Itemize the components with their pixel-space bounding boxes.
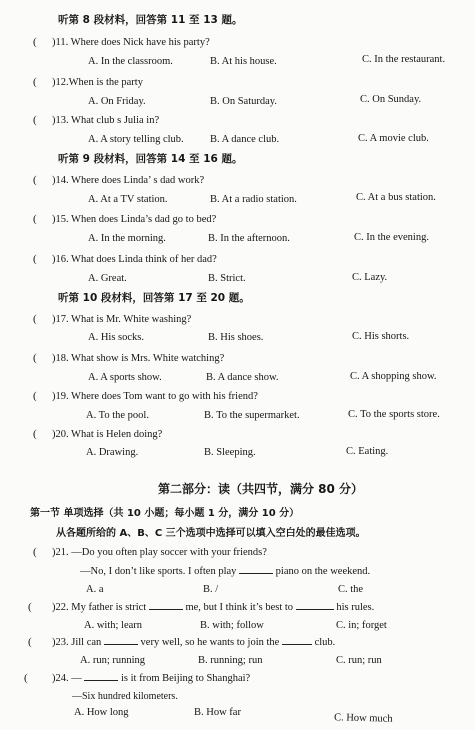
question-23-text-a: )23. Jill can xyxy=(52,637,102,648)
option-c: C. in; forget xyxy=(336,620,387,631)
option-c: C. A shopping show. xyxy=(350,371,437,382)
option-c: C. Eating. xyxy=(346,446,389,457)
option-a: A. with; learn xyxy=(84,620,143,631)
answer-blank[interactable] xyxy=(296,609,334,610)
option-c: C. A movie club. xyxy=(358,133,429,144)
answer-paren: ( xyxy=(24,672,28,684)
question-24-line-2: —Six hundred kilometers. xyxy=(72,691,178,702)
question-12: )12.When is the party xyxy=(52,77,143,88)
option-c: C. His shorts. xyxy=(352,331,410,342)
answer-paren: ( xyxy=(33,213,37,225)
question-18: )18. What show is Mrs. White watching? xyxy=(52,353,225,364)
option-b: B. Sleeping. xyxy=(204,447,256,458)
question-23-text-b: very well, so he wants to join the xyxy=(140,637,280,648)
answer-paren: ( xyxy=(33,352,37,364)
option-b: B. / xyxy=(203,584,219,595)
option-c: C. the xyxy=(338,584,364,595)
answer-blank[interactable] xyxy=(149,609,183,610)
question-22-text-b: me, but I think it’s best to xyxy=(185,602,294,613)
option-a: A. In the classroom. xyxy=(88,56,173,67)
section-heading-8: 听第 8 段材料，回答第 11 至 13 题。 xyxy=(58,14,243,26)
answer-paren: ( xyxy=(33,546,37,558)
question-20: )20. What is Helen doing? xyxy=(52,429,163,440)
option-b: B. In the afternoon. xyxy=(208,233,290,244)
option-b: B. On Saturday. xyxy=(210,96,277,107)
section-heading-9: 听第 9 段材料，回答第 14 至 16 题。 xyxy=(58,153,243,165)
answer-paren: ( xyxy=(28,601,32,613)
option-c: C. How much xyxy=(333,712,393,725)
option-b: B. Strict. xyxy=(208,273,246,284)
option-a: A. On Friday. xyxy=(88,96,146,107)
option-a: A. A story telling club. xyxy=(88,134,184,145)
question-22-text-c: his rules. xyxy=(336,602,375,613)
option-c: C. Lazy. xyxy=(352,272,388,283)
instructions: 从各题所给的 A、B、C 三个选项中选择可以填入空白处的最佳选项。 xyxy=(56,528,366,539)
option-a: A. His socks. xyxy=(88,332,145,343)
question-24-text-b: is it from Beijing to Shanghai? xyxy=(121,673,251,684)
answer-paren: ( xyxy=(33,313,37,325)
option-b: B. At his house. xyxy=(210,56,277,67)
option-a: A. run; running xyxy=(80,655,146,666)
option-c: C. In the restaurant. xyxy=(362,54,446,65)
answer-paren: ( xyxy=(33,114,37,126)
answer-blank[interactable] xyxy=(104,644,138,645)
option-c: C. At a bus station. xyxy=(356,192,436,203)
answer-paren: ( xyxy=(33,428,37,440)
question-22 xyxy=(52,601,374,614)
option-b: B. A dance show. xyxy=(206,372,279,383)
option-c: C. On Sunday. xyxy=(360,94,422,105)
option-b: B. A dance club. xyxy=(210,134,280,145)
part-two-title: 第二部分：读（共四节，满分 80 分） xyxy=(158,482,364,496)
option-b: B. His shoes. xyxy=(208,332,264,343)
answer-paren: ( xyxy=(28,636,32,648)
question-13: )13. What club s Julia in? xyxy=(52,115,160,126)
option-b: B. running; run xyxy=(198,655,263,666)
option-c: C. In the evening. xyxy=(354,232,429,243)
option-a: A. Great. xyxy=(88,273,127,284)
option-b: B. At a radio station. xyxy=(210,194,297,205)
question-21-line-2 xyxy=(80,565,370,578)
question-24-text-a: )24. — xyxy=(52,673,82,684)
option-b: B. How far xyxy=(194,707,241,718)
option-a: A. Drawing. xyxy=(86,447,139,458)
question-19: )19. Where does Tom want to go with his friend? xyxy=(52,391,258,402)
option-a: A. How long xyxy=(74,707,129,718)
question-21-text-b: piano on the weekend. xyxy=(275,566,371,577)
answer-paren: ( xyxy=(33,36,37,48)
question-21-text-a: —No, I don’t like sports. I often play xyxy=(80,566,237,577)
question-14: )14. Where does Linda’ s dad work? xyxy=(52,175,205,186)
question-21: )21. —Do you often play soccer with your friends? xyxy=(52,547,267,558)
section-one-heading: 第一节 单项选择（共 10 小题；每小题 1 分，满分 10 分） xyxy=(30,508,300,519)
question-23 xyxy=(52,636,335,649)
option-b: B. To the supermarket. xyxy=(204,410,300,421)
option-a: A. A sports show. xyxy=(88,372,162,383)
question-11: )11. Where does Nick have his party? xyxy=(52,37,210,48)
question-17: )17. What is Mr. White washing? xyxy=(52,314,192,325)
answer-paren: ( xyxy=(33,76,37,88)
question-15: )15. When does Linda’s dad go to bed? xyxy=(52,214,217,225)
section-heading-10: 听第 10 段材料，回答第 17 至 20 题。 xyxy=(58,292,250,304)
answer-blank[interactable] xyxy=(84,680,118,681)
answer-paren: ( xyxy=(33,174,37,186)
option-a: A. To the pool. xyxy=(86,410,149,421)
option-a: A. a xyxy=(86,584,104,595)
option-c: C. run; run xyxy=(336,655,382,666)
question-23-text-c: club. xyxy=(314,637,336,648)
question-24 xyxy=(52,672,250,685)
answer-blank[interactable] xyxy=(239,573,273,574)
option-c: C. To the sports store. xyxy=(348,409,440,420)
answer-paren: ( xyxy=(33,390,37,402)
option-a: A. In the morning. xyxy=(88,233,166,244)
question-16: )16. What does Linda think of her dad? xyxy=(52,254,217,265)
answer-blank[interactable] xyxy=(282,644,312,645)
option-a: A. At a TV station. xyxy=(88,194,168,205)
answer-paren: ( xyxy=(33,253,37,265)
option-b: B. with; follow xyxy=(200,620,264,631)
question-22-text-a: )22. My father is strict xyxy=(52,602,147,613)
